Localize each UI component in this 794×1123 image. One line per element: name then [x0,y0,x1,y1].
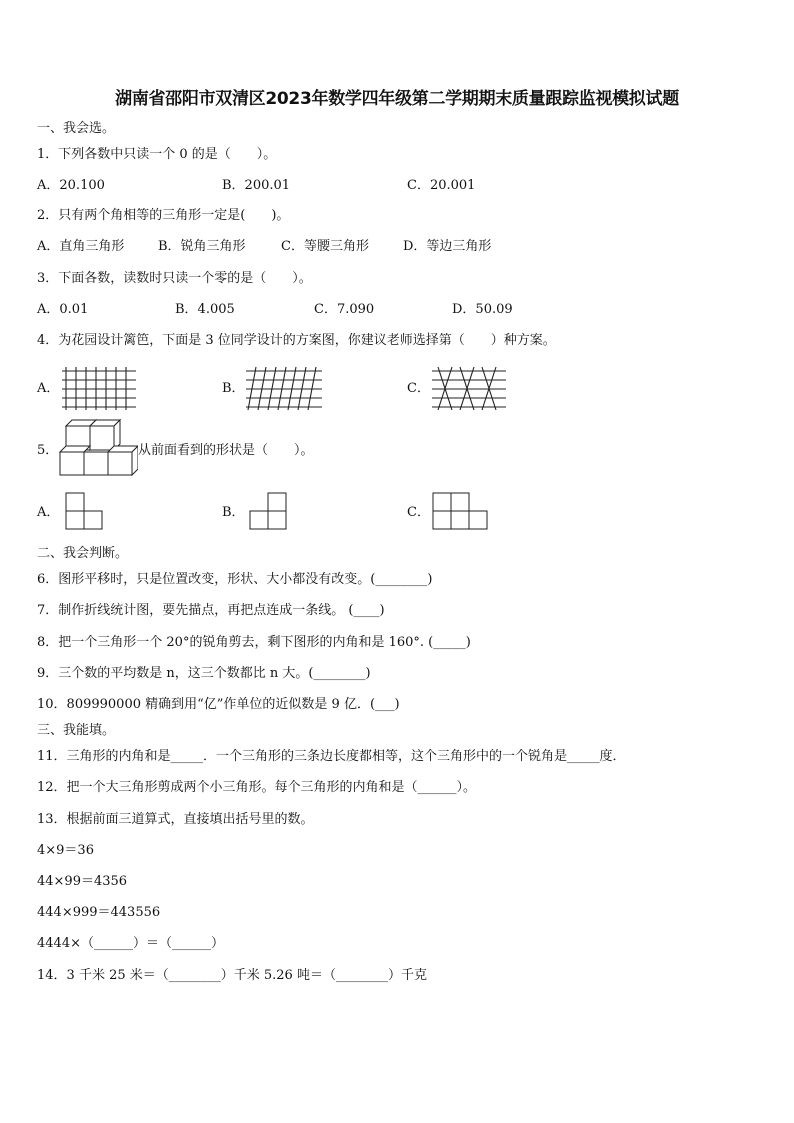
page-title: 湖南省邵阳市双清区2023年数学四年级第二学期期末质量跟踪监视模拟试题 [115,89,679,109]
view-option-a-figure [64,491,104,531]
question-7: 7．制作折线统计图，要先描点，再把点连成一条线。 (____) [37,603,385,618]
question-5-option-a: A． [37,505,60,520]
fence-plan-b-figure [244,366,324,410]
question-13-line-2: 44×99＝4356 [37,874,128,889]
question-5-number: 5． [37,443,59,458]
question-4-option-a: A． [37,381,60,396]
question-4-stem: 4．为花园设计篱笆，下面是 3 位同学设计的方案图，你建议老师选择第（ ）种方案。 [37,333,556,348]
question-11: 11．三角形的内角和是_____．一个三角形的三条边长度都相等，这个三角形中的一个锐角是_____度． [37,749,626,764]
question-2-option-c: C．等腰三角形 [281,239,369,254]
question-5-option-b: B． [222,505,245,520]
question-8: 8．把一个三角形一个 20°的锐角剪去，剩下图形的内角和是 160°. (_____) [37,635,471,650]
question-13-line-1: 4×9＝36 [37,843,94,858]
question-5-stem: 从前面看到的形状是（ ）。 [138,443,314,458]
section-heading-choice: 一、我会选。 [37,121,116,136]
question-1-option-c: C．20.001 [407,178,476,193]
fence-plan-c-figure [430,366,508,410]
question-12: 12．把一个大三角形剪成两个小三角形。每个三角形的内角和是（______）。 [37,780,477,795]
section-heading-judge: 二、我会判断。 [37,546,129,561]
question-2-stem: 2．只有两个角相等的三角形一定是( )。 [37,208,290,223]
question-1-option-a: A．20.100 [37,178,105,193]
view-option-b-figure [248,491,288,531]
fence-plan-a-figure [60,366,138,410]
question-4-option-b: B． [222,381,245,396]
question-2-option-d: D．等边三角形 [403,239,492,254]
question-2-option-a: A．直角三角形 [37,239,125,254]
question-5-option-c: C． [407,505,430,520]
question-13-line-3: 444×999＝443556 [37,905,161,920]
question-13-stem: 13．根据前面三道算式，直接填出括号里的数。 [37,812,314,827]
question-13-line-4: 4444×（______）＝（______） [37,936,224,951]
section-heading-fill: 三、我能填。 [37,723,116,738]
cube-stack-figure [56,418,138,476]
question-1-stem: 1．下列各数中只读一个 0 的是（ ）。 [37,147,277,162]
question-3-option-c: C．7.090 [314,302,375,317]
question-1-option-b: B．200.01 [222,178,291,193]
question-4-option-c: C． [407,381,430,396]
question-3-stem: 3．下面各数，读数时只读一个零的是（ ）。 [37,271,312,286]
question-9: 9．三个数的平均数是 n，这三个数都比 n 大。(________) [37,666,371,681]
question-6: 6．图形平移时，只是位置改变，形状、大小都没有改变。(________) [37,572,433,587]
question-10: 10．809990000 精确到用“亿”作单位的近似数是 9 亿．(___) [37,697,400,712]
question-3-option-d: D．50.09 [452,302,513,317]
question-2-option-b: B．锐角三角形 [158,239,246,254]
question-3-option-a: A．0.01 [37,302,89,317]
view-option-c-figure [431,491,489,531]
question-3-option-b: B．4.005 [175,302,235,317]
question-14: 14．3 千米 25 米＝（________）千米 5.26 吨＝（________）千克 [37,968,427,983]
